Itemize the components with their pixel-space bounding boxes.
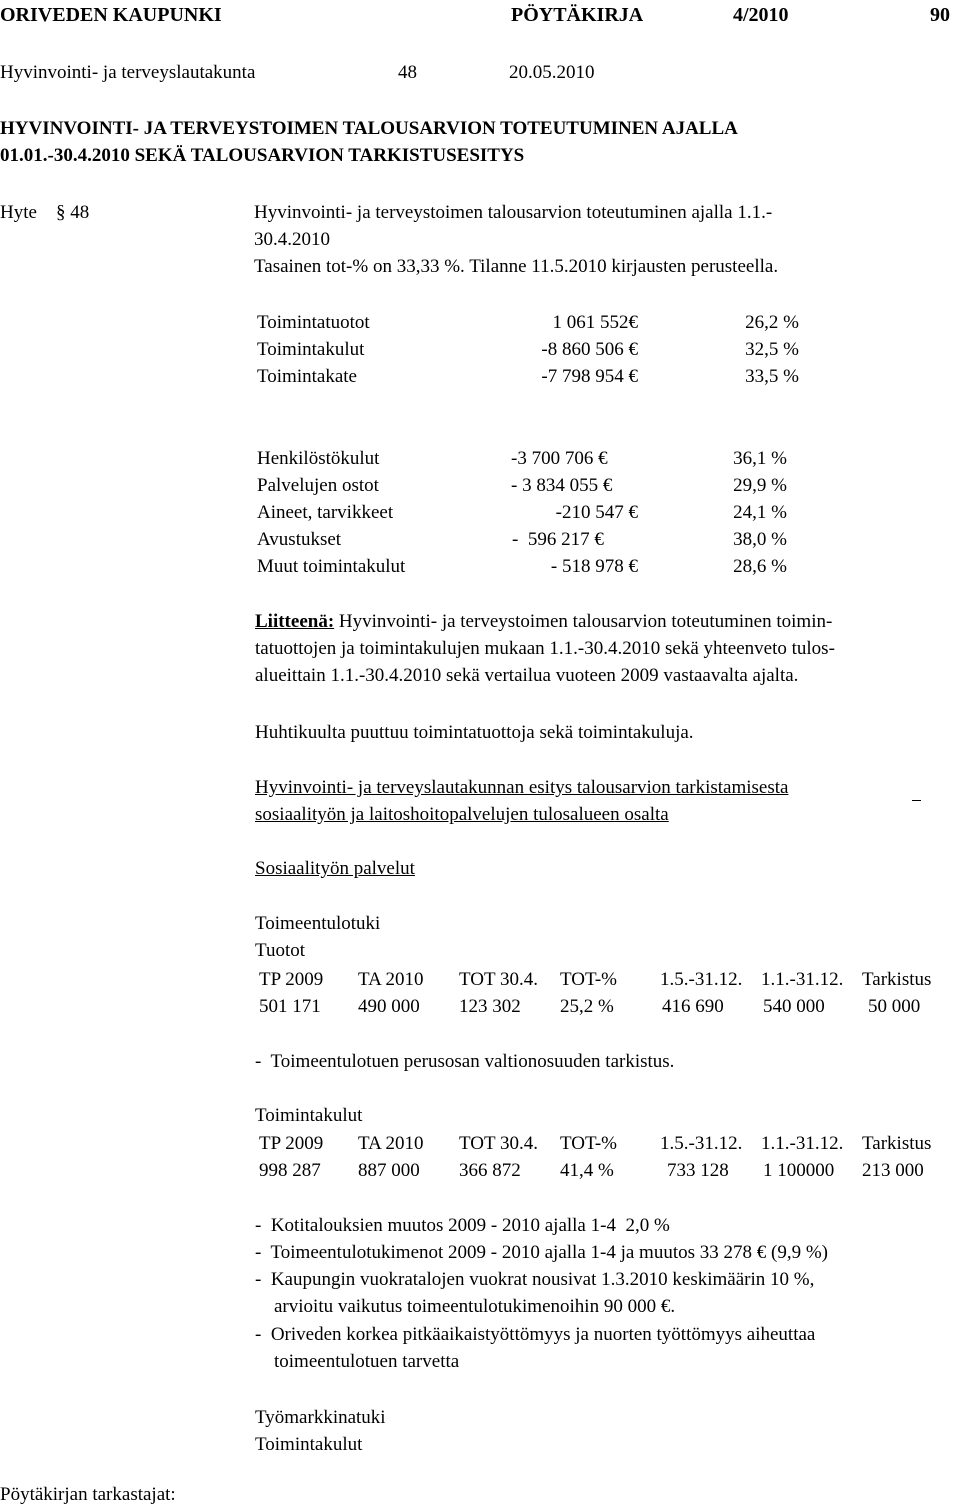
list-item: - Oriveden korkea pitkäaikaistyöttömyys ja nuorten työttömyys aiheuttaa	[255, 1324, 816, 1345]
proposal-line-1: Hyvinvointi- ja terveyslautakunnan esitys talousarvion tarkistamisesta	[255, 777, 789, 798]
proposal-line-2: sosiaalityön ja laitoshoitopalvelujen tulosalueen osalta	[255, 804, 669, 825]
revenue-values-row	[0, 996, 960, 1020]
summary-label: Toimintatuotot	[257, 312, 370, 333]
table-cell: 416 690	[662, 996, 724, 1017]
cost-label: Avustukset	[257, 529, 342, 550]
cost-amount: - 518 978 €	[550, 556, 638, 577]
meeting-date: 20.05.2010	[509, 62, 595, 83]
intro-line-2: 30.4.2010	[254, 229, 330, 250]
table-cell: 1 100000	[763, 1160, 835, 1181]
income-support-title: Toimeentulotuki	[255, 913, 381, 934]
summary-pct: 26,2 %	[745, 312, 799, 333]
cost-amount: - 3 834 055 €	[511, 475, 613, 496]
column-header: 1.5.-31.12.	[660, 969, 743, 990]
summary-amount: -8 860 506 €	[541, 339, 638, 360]
attachment-label: Liitteenä:	[255, 611, 335, 632]
cost-label-heading: Toimintakulut	[255, 1105, 363, 1126]
board-name: Hyvinvointi- ja terveyslautakunta	[0, 62, 256, 83]
table-cell: 733 128	[667, 1160, 729, 1181]
table-cell: 50 000	[868, 996, 921, 1017]
org-name: ORIVEDEN KAUPUNKI	[0, 4, 222, 26]
column-header: TOT 30.4.	[459, 1133, 538, 1154]
section-ref: Hyte	[0, 202, 37, 223]
april-note: Huhtikuulta puuttuu toimintatuottoja sekä toimintakuluja.	[255, 722, 694, 743]
proposal-underline-tail	[912, 800, 921, 801]
column-header: 1.1.-31.12.	[761, 969, 844, 990]
cost-pct: 29,9 %	[733, 475, 787, 496]
table-cell: 887 000	[358, 1160, 420, 1181]
cost-values-row	[0, 1160, 960, 1184]
column-header: TP 2009	[259, 1133, 324, 1154]
footer-checkers: Pöytäkirjan tarkastajat:	[0, 1484, 176, 1505]
table-cell: 998 287	[259, 1160, 321, 1181]
table-cell: 25,2 %	[560, 996, 614, 1017]
title-line-1: HYVINVOINTI- JA TERVEYSTOIMEN TALOUSARVION TOTEUTUMINEN AJALLA	[0, 118, 738, 139]
cost-amount: -3 700 706 €	[511, 448, 608, 469]
table-cell: 123 302	[459, 996, 521, 1017]
title-line-2: 01.01.-30.4.2010 SEKÄ TALOUSARVION TARKISTUSESITYS	[0, 145, 525, 166]
cost-label: Muut toimintakulut	[257, 556, 406, 577]
doc-number: 4/2010	[733, 4, 789, 26]
column-header: TOT 30.4.	[459, 969, 538, 990]
column-header: TP 2009	[259, 969, 324, 990]
cost-pct: 28,6 %	[733, 556, 787, 577]
subheading: Sosiaalityön palvelut	[255, 858, 415, 879]
table-cell: 490 000	[358, 996, 420, 1017]
cost-amount: - 596 217 €	[512, 529, 604, 550]
attachment-line-1	[255, 611, 832, 633]
table-cell: 41,4 %	[560, 1160, 614, 1181]
labor-support-title: Työmarkkinatuki	[255, 1407, 386, 1428]
attachment-text: Hyvinvointi- ja terveystoimen talousarvion toteutuminen toimin-	[334, 611, 833, 632]
revenue-label: Tuotot	[255, 940, 305, 961]
column-header: TA 2010	[358, 1133, 424, 1154]
revenue-note: - Toimeentulotuen perusosan valtionosuuden tarkistus.	[255, 1051, 675, 1072]
table-cell: 501 171	[259, 996, 321, 1017]
cost-pct: 38,0 %	[733, 529, 787, 550]
table-cell: 366 872	[459, 1160, 521, 1181]
intro-line-3: Tasainen tot-% on 33,33 %. Tilanne 11.5.2010 kirjausten perusteella.	[254, 256, 779, 277]
attachment-line-3: alueittain 1.1.-30.4.2010 sekä vertailua vuoteen 2009 vastaavalta ajalta.	[255, 665, 799, 686]
page-number: 90	[930, 4, 950, 26]
doc-type: PÖYTÄKIRJA	[511, 4, 644, 26]
table-cell: 213 000	[862, 1160, 924, 1181]
list-item: - Kaupungin vuokratalojen vuokrat nousivat 1.3.2010 keskimäärin 10 %,	[255, 1269, 815, 1290]
summary-amount: -7 798 954 €	[541, 366, 638, 387]
cost-header-row	[0, 1133, 960, 1157]
summary-pct: 32,5 %	[745, 339, 799, 360]
section-paragraph: § 48	[56, 202, 90, 223]
section-number: 48	[398, 62, 417, 83]
cost-label: Henkilöstökulut	[257, 448, 380, 469]
list-item-continuation: toimeentulotuen tarvetta	[255, 1351, 460, 1372]
list-item: - Toimeentulotukimenot 2009 - 2010 ajalla 1-4 ja muutos 33 278 € (9,9 %)	[255, 1242, 828, 1263]
cost-label: Aineet, tarvikkeet	[257, 502, 394, 523]
column-header: 1.5.-31.12.	[660, 1133, 743, 1154]
column-header: 1.1.-31.12.	[761, 1133, 844, 1154]
list-item: - Kotitalouksien muutos 2009 - 2010 ajalla 1-4 2,0 %	[255, 1215, 670, 1236]
attachment-line-2: tatuottojen ja toimintakulujen mukaan 1.1.-30.4.2010 sekä yhteenveto tulos-	[255, 638, 835, 659]
column-header: TA 2010	[358, 969, 424, 990]
intro-line-1: Hyvinvointi- ja terveystoimen talousarvion toteutuminen ajalla 1.1.-	[254, 202, 773, 223]
revenue-header-row	[0, 969, 960, 993]
cost-label: Palvelujen ostot	[257, 475, 379, 496]
cost-amount: -210 547 €	[555, 502, 638, 523]
column-header: Tarkistus	[862, 1133, 932, 1154]
cost-pct: 24,1 %	[733, 502, 787, 523]
list-item-continuation: arvioitu vaikutus toimeentulotukimenoihin 90 000 €.	[255, 1296, 676, 1317]
summary-label: Toimintakulut	[257, 339, 365, 360]
column-header: Tarkistus	[862, 969, 932, 990]
column-header: TOT-%	[560, 969, 617, 990]
column-header: TOT-%	[560, 1133, 617, 1154]
summary-amount: 1 061 552€	[552, 312, 638, 333]
table-cell: 540 000	[763, 996, 825, 1017]
summary-pct: 33,5 %	[745, 366, 799, 387]
labor-support-cost-label: Toimintakulut	[255, 1434, 363, 1455]
cost-pct: 36,1 %	[733, 448, 787, 469]
summary-label: Toimintakate	[257, 366, 357, 387]
